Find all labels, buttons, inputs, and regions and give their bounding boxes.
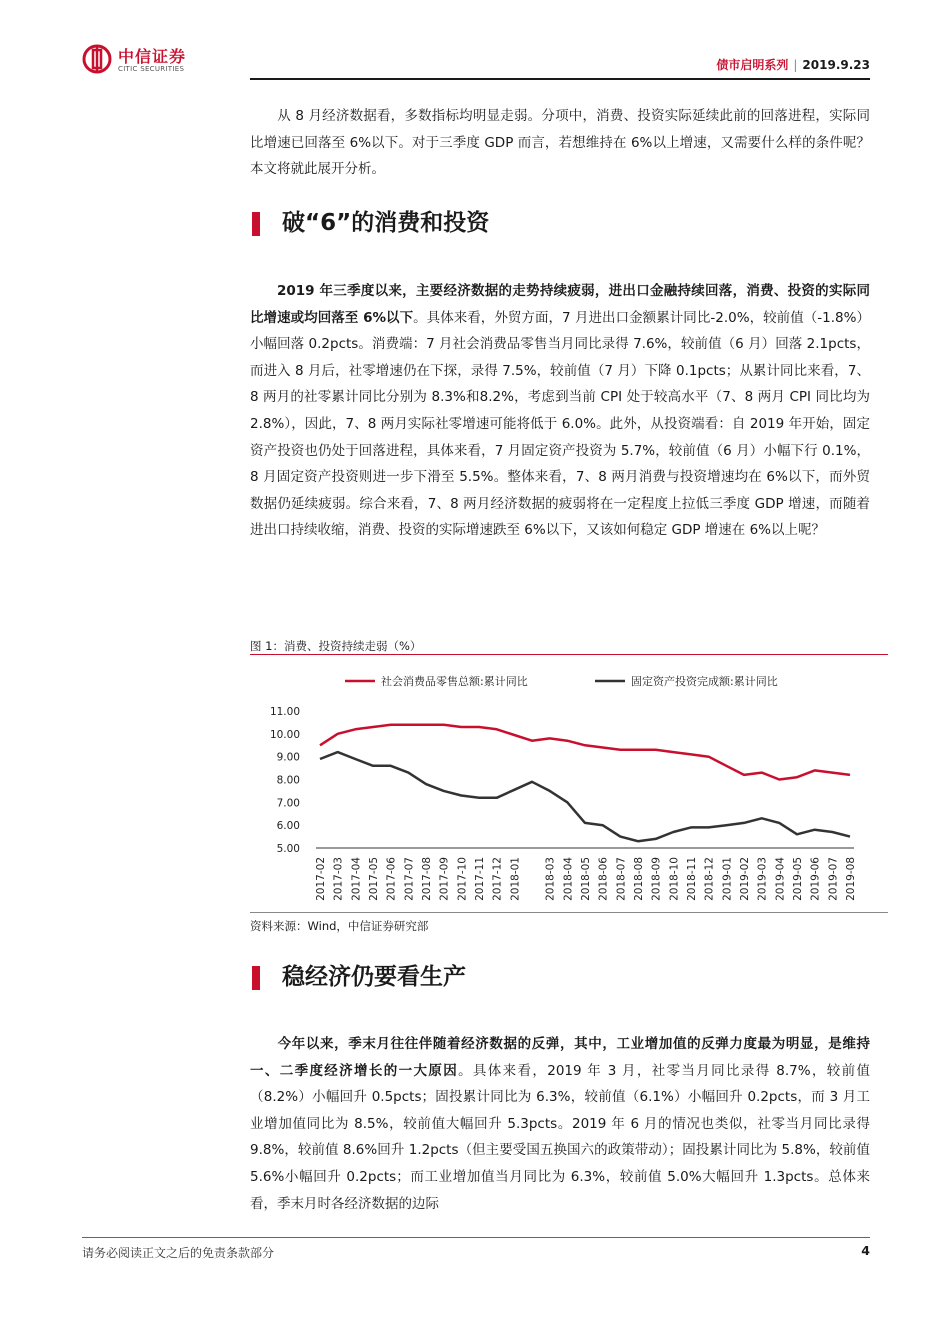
x-tick-label: 2018-04 [562, 857, 575, 901]
section-marker [252, 966, 260, 990]
x-tick-label: 2018-03 [544, 857, 557, 901]
y-tick-label: 6.00 [276, 820, 300, 833]
x-tick-label: 2017-07 [403, 857, 416, 901]
x-tick-label: 2019-04 [774, 857, 787, 901]
x-tick-label: 2018-05 [580, 857, 592, 901]
x-tick-label: 2019-08 [845, 857, 857, 901]
section-marker [252, 212, 260, 236]
section1-bold-lead: 2019 年三季度以来，主要经济数据的走势持续疲弱，进出口金融持续回落，消费、投资的实际同比增速或均回落至 6%以下 [250, 283, 870, 326]
x-tick-label: 2017-06 [385, 857, 398, 901]
x-tick-label: 2019-02 [739, 857, 751, 901]
page-number: 4 [861, 1243, 870, 1258]
figure-bottom-rule [250, 912, 888, 913]
figure-source: 资料来源：Wind，中信证券研究部 [250, 919, 429, 933]
x-tick-label: 2017-02 [315, 857, 327, 901]
header-separator: | [793, 58, 798, 72]
y-tick-label: 9.00 [276, 751, 300, 764]
y-tick-label: 7.00 [276, 797, 300, 810]
series-name: 债市启明系列 [716, 58, 789, 72]
x-tick-label: 2018-07 [615, 857, 628, 901]
section2-body: 。具体来看，2019 年 3 月，社零当月同比录得 8.7%，较前值（8.2%）小幅回升 0.5pcts；固投累计同比为 6.3%，较前值（6.1%）小幅回升 0.2pcts，而 3 月工业增加值同比为 8.5%，较前值大幅回升 5.3pcts。2019 年 6 月的情况也类似，社零当月同比录得 9.8%，较前值 8.6%回升 1.2pcts（但主要受国五换国六的政策带动）；固投累计同比为 5.8%，较前值 5.6%小幅回升 0.2pcts；而工业增加值当月同比为 6.3%，较前值 5.0%大幅回升 1.3pcts。总体来看，季末月时各经济数据的边际 [250, 1062, 870, 1212]
section2-paragraph [250, 1031, 870, 1217]
y-tick-label: 10.00 [269, 728, 300, 741]
x-tick-label: 2017-08 [421, 857, 433, 901]
section1-body: 。具体来看，外贸方面，7 月进出口金额累计同比-2.0%，较前值（-1.8%）小幅回落 0.2pcts。消费端：7 月社会消费品零售当月同比录得 7.6%，较前值（6 月）回落 2.1pcts，而进入 8 月后，社零增速仍在下探，录得 7.5%，较前值（7 月）下降 0.1pcts；从累计同比来看，7、8 两月的社零累计同比分别为 8.3%和8.2%，考虑到当前 CPI 处于较高水平（7、8 两月 CPI 同比均为 2.8%），因此，7、8 两月实际社零增速可能将低于 6.0%。此外，从投资端看：自 2019 年开始，固定资产投资也仍处于回落进程，具体来看，7 月固定资产投资为 5.7%，较前值（6 月）小幅下行 0.1%，8 月固定资产投资则进一步下滑至 5.5%。整体来看，7、8 两月消费与投资增速均在 6%以下，而外贸数据仍延续疲弱。综合来看，7、8 两月经济数据的疲弱将在一定程度上拉低三季度 GDP 增速，而随着进出口持续收缩，消费、投资的实际增速跌至 6%以下，又该如何稳定 GDP 增速在 6%以上呢？ [250, 309, 870, 539]
section-title-2: 稳经济仍要看生产 [282, 964, 466, 990]
figure-caption: 图 1：消费、投资持续走弱（%） [250, 639, 422, 653]
report-series [716, 56, 870, 73]
citic-logo [82, 42, 282, 80]
page-header [82, 42, 870, 80]
x-tick-label: 2017-10 [456, 857, 469, 901]
x-tick-label: 2019-06 [809, 857, 822, 901]
logo-chinese-name: 中信证券 [118, 47, 187, 66]
header-rule [250, 78, 870, 80]
x-tick-label: 2018-06 [597, 857, 610, 901]
logo-english-name: CITIC SECURITIES [118, 65, 185, 73]
report-date: 2019.9.23 [802, 58, 870, 72]
intro-text: 从 8 月经济数据看，多数指标均明显走弱。分项中，消费、投资实际延续此前的回落进程，实际同比增速已回落至 6%以下。对于三季度 GDP 而言，若想维持在 6%以上增速，又需要什么样的条件呢？本文将就此展开分析。 [250, 108, 870, 178]
section-title-1: 破“6”的消费和投资 [282, 210, 490, 236]
series-line-1 [320, 725, 850, 780]
section-heading-2 [250, 960, 870, 994]
x-tick-label: 2017-12 [491, 857, 504, 901]
x-tick-label: 2017-09 [438, 857, 451, 901]
section2-bold-lead: 今年以来，季末月往往伴随着经济数据的反弹，其中，工业增加值的反弹力度最为明显，是维持一、二季度经济增长的一大原因 [250, 1036, 870, 1079]
section1-paragraph [250, 278, 870, 544]
intro-paragraph [250, 103, 870, 183]
x-tick-label: 2019-01 [721, 857, 734, 901]
x-tick-label: 2018-09 [650, 857, 663, 901]
section-heading-1 [250, 206, 870, 240]
y-tick-label: 8.00 [276, 774, 300, 787]
x-tick-label: 2017-05 [368, 857, 380, 901]
legend-label-1: 社会消费品零售总额:累计同比 [381, 675, 528, 688]
footer-rule [82, 1237, 870, 1238]
y-tick-label: 11.00 [269, 706, 300, 718]
x-tick-label: 2019-05 [792, 857, 804, 901]
x-tick-label: 2017-11 [474, 857, 486, 901]
y-tick-label: 5.00 [276, 843, 300, 855]
x-tick-label: 2018-11 [686, 857, 698, 901]
x-tick-label: 2017-04 [350, 857, 363, 901]
line-chart [250, 663, 888, 908]
x-tick-label: 2018-08 [633, 857, 645, 901]
x-tick-label: 2019-07 [827, 857, 840, 901]
citic-logo-icon [82, 44, 112, 74]
x-tick-label: 2017-03 [332, 857, 345, 901]
footer-disclaimer: 请务必阅读正文之后的免责条款部分 [82, 1246, 275, 1260]
x-tick-label: 2018-12 [703, 857, 716, 901]
x-tick-label: 2018-10 [668, 857, 681, 901]
legend-label-2: 固定资产投资完成额:累计同比 [631, 675, 778, 688]
x-tick-label: 2018-01 [509, 857, 522, 901]
x-tick-label: 2019-03 [756, 857, 769, 901]
figure-top-rule [250, 654, 888, 655]
series-line-2 [320, 752, 850, 841]
